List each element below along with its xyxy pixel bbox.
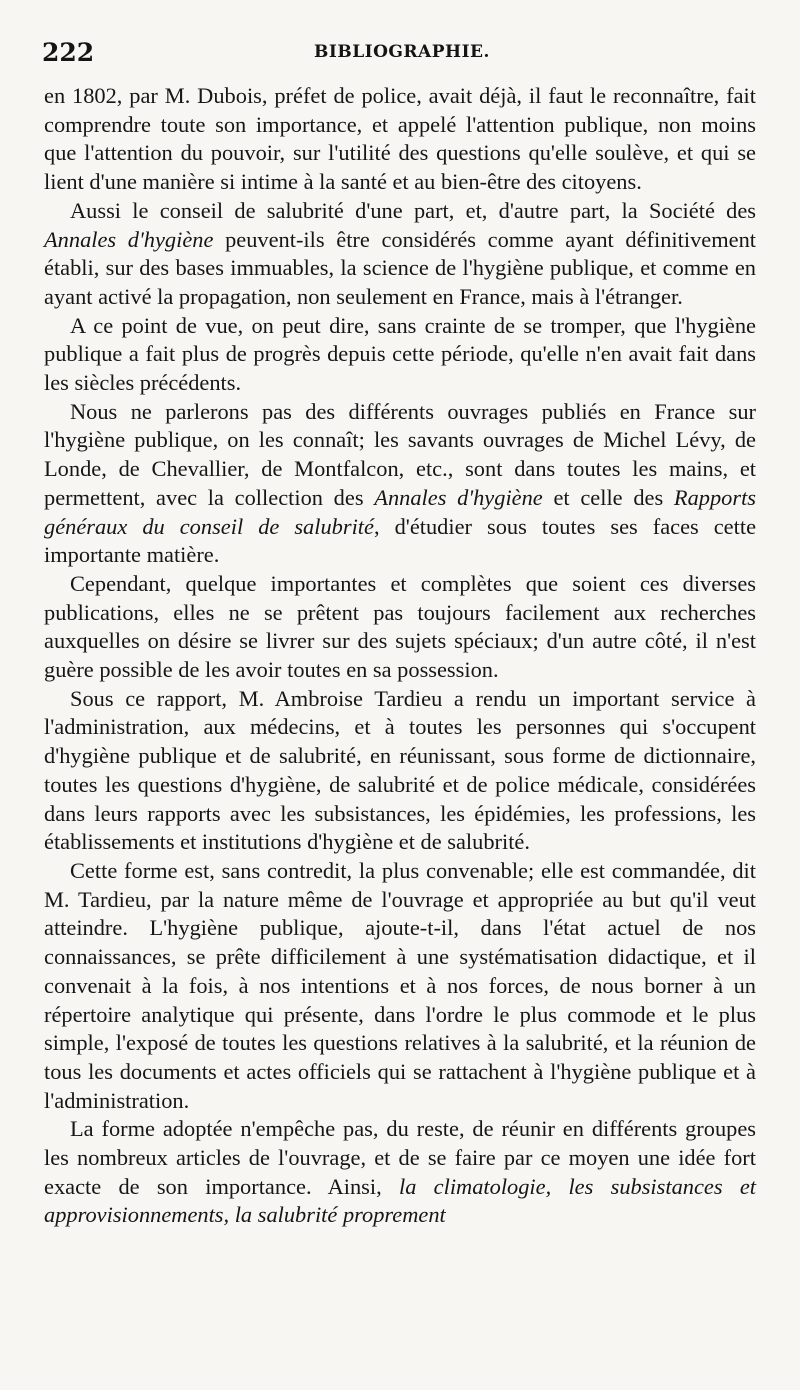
text-run: A ce point de vue, on peut dire, sans crainte de se tromper, que l'hygiène publique a fait plus de progrès depuis cette période, qu'elle n'en avait fait dans les siècles précédents. [44,312,756,396]
text-run: et celle des [542,484,674,510]
running-title: BIBLIOGRAPHIE. [314,42,490,62]
text-run: , d'étudier sous toutes ses faces cette importante matière. [44,513,757,568]
paragraph [44,857,756,1115]
italic-text: la climatologie, les subsistances et approvisionnements, la salubrité proprement [44,1173,756,1228]
paragraph [44,312,756,398]
text-run: Cependant, quelque importantes et complètes que soient ces diverses publications, elles ne se prêtent pas toujours facilement aux recherches auxquelles on désire se livrer sur des sujets spéciaux; d'un autre côté, il n'est guère possible de les avoir toutes en sa possession. [44,570,756,683]
italic-text: Annales d'hygiène [44,226,214,252]
paragraph [44,82,756,197]
text-run: peuvent-ils être considérés comme ayant définitivement établi, sur des bases immuables, la science de l'hygiène publique, et comme en ayant activé la propagation, non seulement en France, mais à l'étranger. [44,226,756,309]
text-run: Cette forme est, sans contredit, la plus convenable; elle est commandée, dit M. Tardieu, par la nature même de l'ouvrage et appropriée au but qu'il veut atteindre. L'hygiène publique, ajoute-t-il, dans l'état actuel de nos connaissances, se prête difficilement à une systématisation didactique, et il convenait à la fois, à nos intentions et à nos forces, de nous borner à un répertoire analytique qui présente, dans l'ordre le plus commode et le plus simple, l'exposé de toutes les questions relatives à la salubrité, et la réunion de tous les documents et actes officiels qui se rattachent à l'hygiène publique et à l'administration. [44,857,756,1113]
text-run: Sous ce rapport, M. Ambroise Tardieu a rendu un important service à l'administration, aux médecins, et à toutes les personnes qui s'occupent d'hygiène publique et de salubrité, en réunissant, sous forme de dictionnaire, toutes les questions d'hygiène, de salubrité et de police médicale, considérées dans leurs rapports avec les subsistances, les épidémies, les professions, les établissements et institutions d'hygiène et de salubrité. [44,685,756,855]
text-run: La forme adoptée n'empêche pas, du reste, de réunir en différents groupes les nombreux articles de l'ouvrage, et de se faire par ce moyen une idée fort exacte de son importance. Ainsi, [44,1116,756,1199]
paragraph [44,398,756,570]
page-body [44,82,756,1230]
paragraph [44,570,756,685]
italic-text: Rapports généraux du conseil de salubrité [44,484,757,539]
text-run: Aussi le conseil de salubrité d'une part, et, d'autre part, la Société des [70,197,756,223]
text-run: en 1802, par M. Dubois, préfet de police, avait déjà, il faut le reconnaître, fait comprendre toute son importance, et appelé l'attention publique, non moins que l'attention du pouvoir, sur l'utilité des questions qu'elle soulève, et qui se lient d'une manière si intime à la santé et au bien-être des citoyens. [44,83,756,195]
paragraph [44,1115,756,1230]
page-number: 222 [42,38,95,67]
paragraph [44,197,756,312]
paragraph [44,685,756,857]
page-header [42,38,760,72]
italic-text: Annales d'hygiène [374,484,543,510]
text-run: Nous ne parlerons pas des différents ouvrages publiés en France sur l'hygiène publique, on les connaît; les savants ouvrages de Michel Lévy, de Londe, de Chevallier, de Montfalcon, etc., sont dans toutes les mains, et permettent, avec la collection des [44,398,756,510]
